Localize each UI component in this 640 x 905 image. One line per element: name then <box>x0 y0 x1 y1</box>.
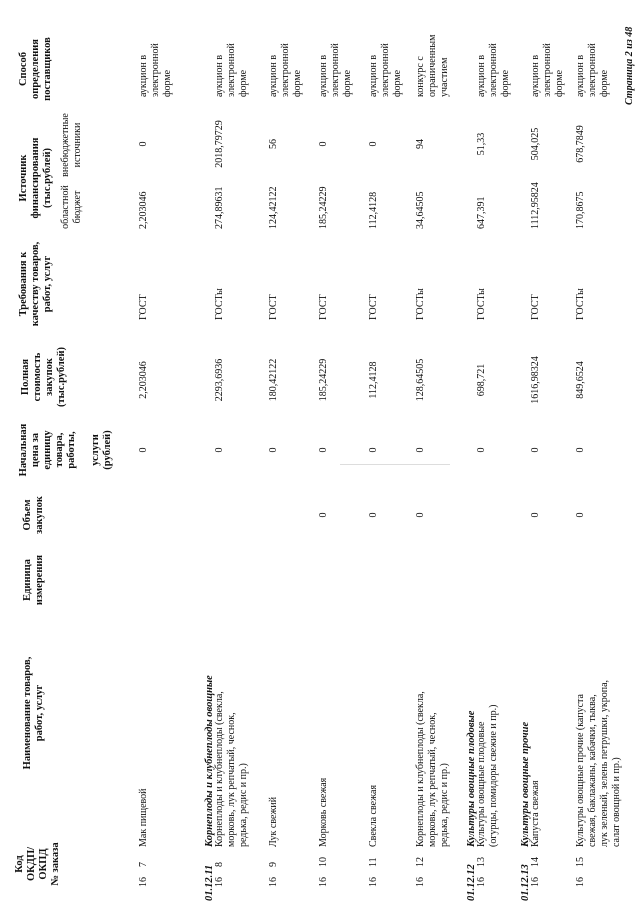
item-full-cost: 185,24229 <box>318 358 329 402</box>
procurement-method: аукцион в электронной форме <box>575 43 610 97</box>
header-unit: Единица измерения <box>22 554 45 606</box>
item-name: Культуры овощные плодовые (огурцы, помидоры свежие и пр.) <box>476 704 499 847</box>
procurement-method: аукцион в электронной форме <box>268 43 303 97</box>
item-requirements: ГОСТы <box>575 288 586 320</box>
row-code-group: 16 <box>138 877 149 887</box>
item-full-cost: 112,4128 <box>368 361 379 399</box>
item-start-price: 0 <box>476 447 487 453</box>
row-number: 14 <box>530 857 541 867</box>
section-title: Корнеплоды и клубнеплоды овощные <box>204 675 215 847</box>
item-name: Лук свежий <box>268 796 279 847</box>
header-method: Способ определения поставщиков <box>18 37 53 101</box>
procurement-method: аукцион в электронной форме <box>530 43 565 97</box>
funding-regional: 185,24229 <box>318 186 329 229</box>
item-full-cost: 1616,98324 <box>530 356 541 404</box>
funding-extra: 678,7849 <box>575 125 586 163</box>
item-start-price: 0 <box>214 447 225 453</box>
row-number: 10 <box>318 857 329 867</box>
row-code-group: 16 <box>476 877 487 887</box>
item-volume: 0 <box>318 512 329 518</box>
item-start-price: 0 <box>268 447 279 453</box>
procurement-method: аукцион в электронной форме <box>318 43 353 97</box>
section-title: Культуры овощные прочие <box>520 721 531 847</box>
funding-extra: 0 <box>318 141 329 147</box>
procurement-method: конкурс с ограниченным участием <box>415 34 450 97</box>
item-start-price: 0 <box>138 447 149 453</box>
row-number: 11 <box>368 857 379 867</box>
item-requirements: ГОСТы <box>415 288 426 320</box>
header-requirements: Требования к качеству товаров, работ, услуг <box>18 241 53 327</box>
item-full-cost: 180,42122 <box>268 358 279 402</box>
row-code-group: 16 <box>268 877 279 887</box>
row-code-group: 16 <box>415 877 426 887</box>
header-funding-regional: областной бюджет <box>60 185 83 229</box>
item-volume: 0 <box>575 512 586 518</box>
funding-regional: 1112,95824 <box>530 182 541 229</box>
header-name: Наименование товаров, работ, услуг <box>22 656 45 770</box>
item-requirements: ГОСТ <box>318 294 329 320</box>
item-requirements: ГОСТы <box>214 288 225 320</box>
funding-regional: 2,203046 <box>138 191 149 229</box>
row-code-group: 16 <box>575 877 586 887</box>
item-name: Капуста свежая <box>530 780 541 847</box>
item-volume: 0 <box>368 512 379 518</box>
item-start-price: 0 <box>318 447 329 453</box>
row-number: 12 <box>415 857 426 867</box>
item-full-cost: 128,64505 <box>415 358 426 402</box>
funding-regional: 647,391 <box>476 196 487 229</box>
section-code: 01.12.11 <box>204 864 215 901</box>
item-requirements: ГОСТ <box>138 294 149 320</box>
procurement-method: аукцион в электронной форме <box>368 43 403 97</box>
funding-regional: 170,8675 <box>575 191 586 229</box>
row-code-group: 16 <box>368 877 379 887</box>
header-code: Код ОКДП/ ОКПД № заказа <box>14 842 61 886</box>
row-code-group: 16 <box>318 877 329 887</box>
header-funding: Источник финансирования (тыс.рублей) <box>18 137 53 219</box>
funding-extra: 0 <box>138 141 149 147</box>
section-title: Культуры овощные плодовые <box>466 710 477 847</box>
item-full-cost: 2,203046 <box>138 361 149 399</box>
funding-extra: 94 <box>415 139 426 149</box>
funding-regional: 112,4128 <box>368 191 379 229</box>
procurement-method: аукцион в электронной форме <box>214 43 249 97</box>
header-volume: Объем закупок <box>22 496 45 534</box>
item-start-price: 0 <box>575 447 586 453</box>
section-code: 01.12.13 <box>520 864 531 901</box>
item-requirements: ГОСТ <box>268 294 279 320</box>
row-number: 13 <box>476 857 487 867</box>
funding-regional: 34,64505 <box>415 191 426 229</box>
item-name: Свекла свежая <box>368 784 379 847</box>
item-full-cost: 2293,6936 <box>214 358 225 402</box>
funding-extra: 2018,79729 <box>214 120 225 168</box>
item-name: Мак пищевой <box>138 788 149 847</box>
row-number: 9 <box>268 862 279 867</box>
section-code: 01.12.12 <box>466 864 477 901</box>
item-start-price: 0 <box>415 447 426 453</box>
row-code-group: 16 <box>530 877 541 887</box>
funding-extra: 51,33 <box>476 132 487 156</box>
item-name: Корнеплоды и клубнеплоды (свекла, морковь, лук репчатый, чеснок, редька, редис и пр.) <box>214 691 249 847</box>
funding-regional: 274,89631 <box>214 186 225 229</box>
procurement-method: аукцион в электронной форме <box>138 43 173 97</box>
header-funding-extra: внебюджетные источники <box>60 113 83 177</box>
row-number: 8 <box>214 862 225 867</box>
funding-extra: 56 <box>268 139 279 149</box>
item-volume: 0 <box>415 512 426 518</box>
item-name: Культуры овощные прочие (капуста свежая, баклажаны, кабачки, тыква, лук зеленый, зелень петрушки, укропа, салат овощной и пр.) <box>575 679 622 847</box>
row-code-group: 16 <box>214 877 225 887</box>
item-volume: 0 <box>530 512 541 518</box>
item-start-price: 0 <box>530 447 541 453</box>
item-requirements: ГОСТ <box>368 294 379 320</box>
item-requirements: ГОСТ <box>530 294 541 320</box>
procurement-method: аукцион в электронной форме <box>476 43 511 97</box>
row-number: 7 <box>138 862 149 867</box>
header-start-price: Начальная цена за единицу товара, работы, услуги (рублей) <box>18 423 113 477</box>
page-footer: Страница 2 из 48 <box>624 26 635 105</box>
item-name: Морковь свежая <box>318 777 329 847</box>
header-full-cost: Полная стоимость закупок (тыс.рублей) <box>20 346 67 408</box>
item-full-cost: 849,6524 <box>575 361 586 399</box>
item-start-price: 0 <box>368 447 379 453</box>
funding-regional: 124,42122 <box>268 186 279 229</box>
item-full-cost: 698,721 <box>476 363 487 397</box>
funding-extra: 504,025 <box>530 127 541 161</box>
guide-line <box>340 464 450 465</box>
funding-extra: 0 <box>368 141 379 147</box>
item-requirements: ГОСТы <box>476 288 487 320</box>
row-number: 15 <box>575 857 586 867</box>
item-name: Корнеплоды и клубнеплоды (свекла, морковь, лук репчатый, чеснок, редька, редис и пр.) <box>415 691 450 847</box>
